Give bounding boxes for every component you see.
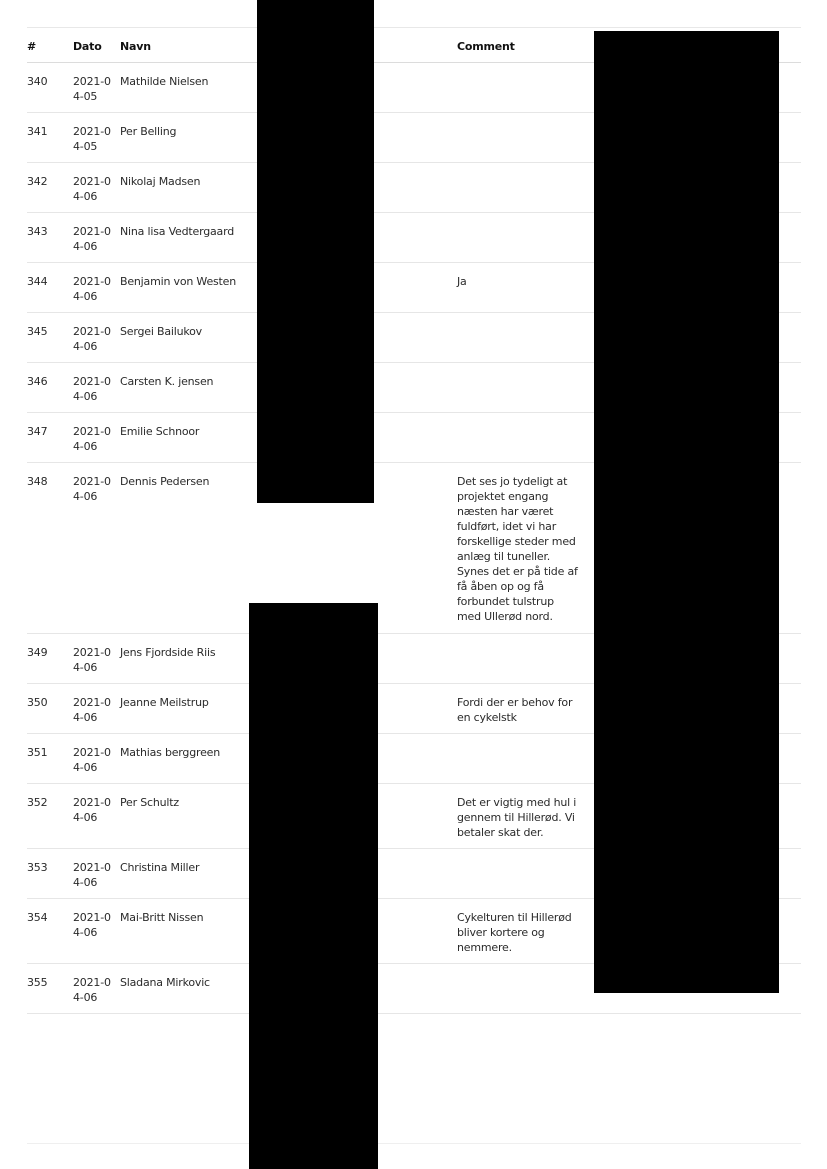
row-comment-text: Fordi der er behov for en cykelstk [457, 695, 573, 724]
row-name: Mathilde Nielsen [120, 74, 209, 88]
row-number: 344 [27, 274, 48, 288]
row-number: 341 [27, 124, 48, 138]
row-name: Emilie Schnoor [120, 424, 200, 438]
row-date-text: 2021-04-06 [73, 975, 111, 1004]
row-number: 352 [27, 795, 48, 809]
row-date-text: 2021-04-06 [73, 424, 111, 453]
row-date-text: 2021-04-06 [73, 860, 111, 889]
row-date [73, 898, 120, 963]
row-comment-text: Ja [457, 274, 467, 288]
row-name: Christina Miller [120, 860, 200, 874]
row-date-text: 2021-04-05 [73, 124, 111, 153]
row-number: 353 [27, 860, 48, 874]
row-comment [457, 262, 587, 312]
row-name: Dennis Pedersen [120, 474, 210, 488]
row-number: 347 [27, 424, 48, 438]
row-name: Jeanne Meilstrup [120, 695, 209, 709]
row-date [73, 963, 120, 1013]
row-comment-text: Det er vigtig med hul i gennem til Hillerød. Vi betaler skat der. [457, 795, 577, 839]
redaction-block-top [257, 0, 374, 503]
row-date-text: 2021-04-06 [73, 374, 111, 403]
row-comment [457, 162, 587, 212]
row-date [73, 848, 120, 898]
row-comment [457, 362, 587, 412]
row-date-text: 2021-04-06 [73, 324, 111, 353]
header-number: # [27, 40, 37, 53]
row-comment [457, 898, 587, 963]
header-date: Dato [73, 40, 102, 53]
row-date-text: 2021-04-06 [73, 274, 111, 303]
row-name: Sladana Mirkovic [120, 975, 210, 989]
row-comment [457, 633, 587, 683]
row-date [73, 783, 120, 848]
row-name: Per Schultz [120, 795, 179, 809]
row-date-text: 2021-04-06 [73, 474, 111, 503]
row-number: 348 [27, 474, 48, 488]
row-comment [457, 963, 587, 1013]
row-number: 354 [27, 910, 48, 924]
row-comment [457, 112, 587, 162]
row-date [73, 262, 120, 312]
row-name: Benjamin von Westen [120, 274, 237, 288]
row-date-text: 2021-04-06 [73, 174, 111, 203]
header-name: Navn [120, 40, 151, 53]
row-date-text: 2021-04-06 [73, 695, 111, 724]
row-number: 346 [27, 374, 48, 388]
row-comment-text: Cykelturen til Hillerød bliver kortere og nemmere. [457, 910, 572, 954]
row-date-text: 2021-04-06 [73, 224, 111, 253]
row-name: Sergei Bailukov [120, 324, 202, 338]
row-comment [457, 783, 587, 848]
row-date [73, 633, 120, 683]
row-date [73, 212, 120, 262]
row-date [73, 733, 120, 783]
row-comment [457, 212, 587, 262]
row-name: Per Belling [120, 124, 177, 138]
row-name: Mai-Britt Nissen [120, 910, 204, 924]
row-comment [457, 462, 587, 633]
row-date [73, 412, 120, 462]
row-name: Nikolaj Madsen [120, 174, 201, 188]
row-name: Mathias berggreen [120, 745, 220, 759]
row-name: Nina lisa Vedtergaard [120, 224, 234, 238]
row-date-text: 2021-04-06 [73, 745, 111, 774]
row-date [73, 683, 120, 733]
row-date-text: 2021-04-06 [73, 645, 111, 674]
bottom-divider [27, 1143, 801, 1144]
row-comment-text: Det ses jo tydeligt at projektet engang næsten har været fuldført, idet vi har forskellige steder med anlæg til tuneller. Synes det er på tide af få åben op og få forbundet tulstrup med Ullerød nord. [457, 474, 578, 623]
row-date [73, 462, 120, 633]
row-date [73, 362, 120, 412]
row-comment [457, 683, 587, 733]
row-number: 342 [27, 174, 48, 188]
row-name: Jens Fjordside Riis [120, 645, 216, 659]
row-number: 349 [27, 645, 48, 659]
row-date-text: 2021-04-06 [73, 795, 111, 824]
row-number: 345 [27, 324, 48, 338]
row-comment [457, 848, 587, 898]
row-date [73, 112, 120, 162]
header-comment: Comment [457, 40, 515, 53]
row-date [73, 162, 120, 212]
redaction-block-right [594, 31, 779, 993]
redaction-block-bottom [249, 603, 378, 1169]
row-comment [457, 733, 587, 783]
row-date [73, 62, 120, 112]
row-date-text: 2021-04-06 [73, 910, 111, 939]
row-comment [457, 312, 587, 362]
row-name: Carsten K. jensen [120, 374, 214, 388]
row-comment [457, 412, 587, 462]
row-comment [457, 62, 587, 112]
row-number: 343 [27, 224, 48, 238]
row-date [73, 312, 120, 362]
row-date-text: 2021-04-05 [73, 74, 111, 103]
row-number: 340 [27, 74, 48, 88]
row-number: 355 [27, 975, 48, 989]
row-number: 351 [27, 745, 48, 759]
row-number: 350 [27, 695, 48, 709]
